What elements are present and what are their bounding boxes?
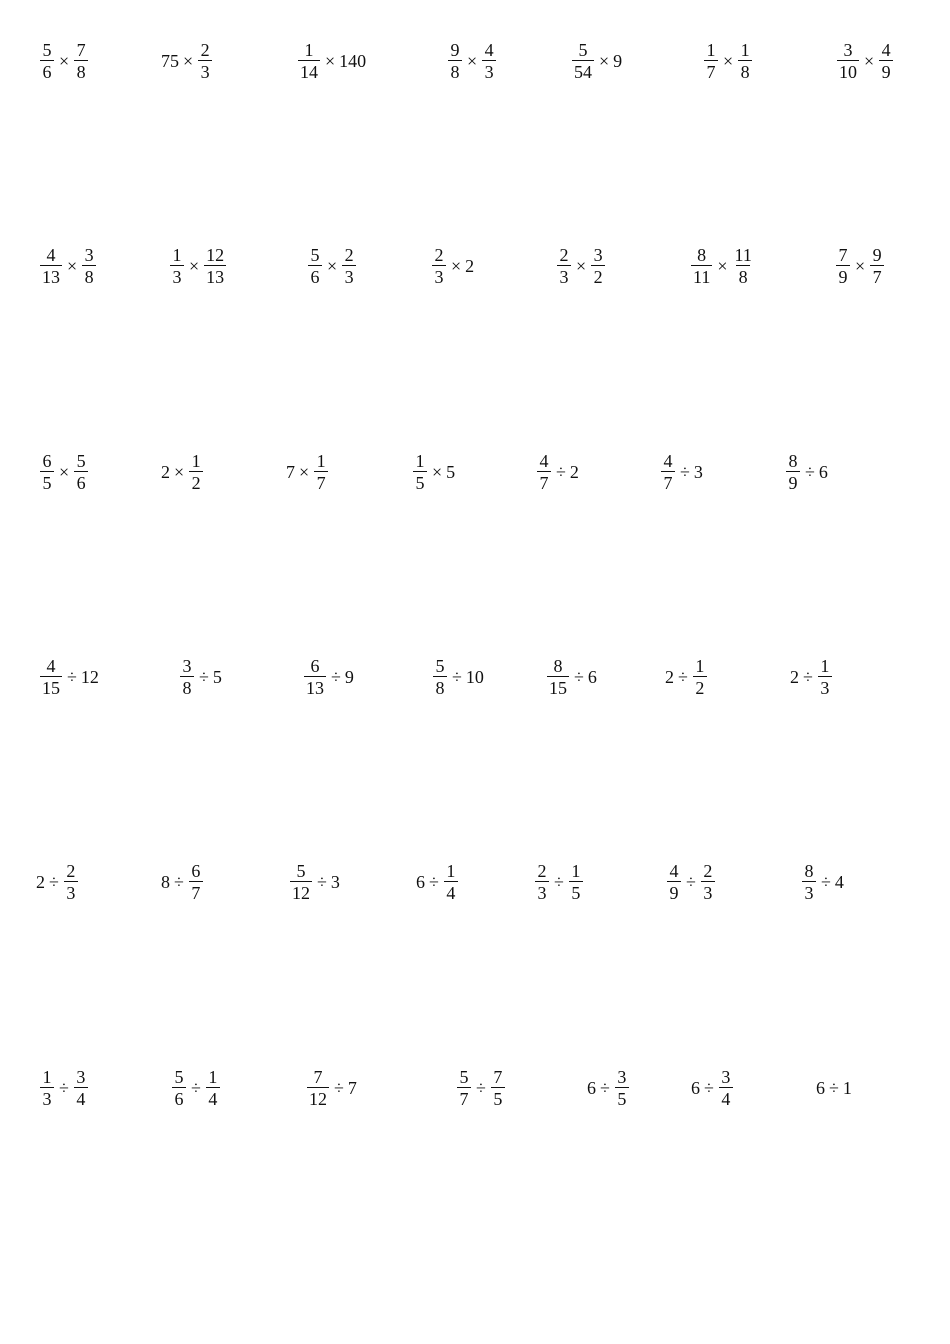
problem-4-6 [664, 657, 709, 697]
whole-number: 6 [587, 1078, 596, 1098]
fraction [572, 41, 594, 81]
denominator: 2 [189, 471, 203, 492]
denominator: 8 [433, 676, 447, 697]
fraction [691, 246, 712, 286]
fraction [172, 1068, 186, 1108]
denominator: 3 [170, 265, 184, 286]
problem-5-5 [533, 862, 585, 902]
problem-4-5 [545, 657, 598, 697]
divide-sign: ÷ [574, 667, 584, 687]
whole-number: 6 [416, 872, 425, 892]
problem-2-6 [689, 246, 756, 286]
problem-2-3 [306, 246, 358, 286]
numerator: 5 [296, 861, 306, 881]
numerator: 1 [304, 40, 314, 60]
numerator: 9 [872, 245, 882, 265]
numerator: 1 [191, 451, 201, 471]
whole-number: 5 [446, 462, 456, 482]
whole-number: 10 [465, 667, 484, 687]
fraction [308, 246, 322, 286]
fraction [818, 657, 832, 697]
numerator: 3 [721, 1067, 731, 1087]
fraction [444, 862, 458, 902]
denominator: 13 [42, 267, 60, 287]
times-sign: × [67, 256, 78, 276]
denominator: 6 [308, 265, 322, 286]
whole-number: 9 [613, 51, 623, 71]
fraction [40, 452, 54, 492]
fraction [432, 246, 446, 286]
whole-number: 6 [818, 462, 828, 482]
denominator: 9 [786, 471, 800, 492]
numerator: 5 [310, 245, 320, 265]
numerator: 1 [820, 656, 830, 676]
fraction [547, 657, 569, 697]
denominator: 3 [64, 881, 78, 902]
whole-number: 6 [691, 1078, 700, 1098]
fraction [661, 452, 675, 492]
whole-number: 7 [286, 462, 295, 482]
problem-1-1 [38, 41, 90, 81]
times-sign: × [183, 51, 194, 71]
problem-5-6 [665, 862, 717, 902]
whole-number: 140 [339, 51, 367, 71]
fraction [40, 1068, 54, 1108]
divide-sign: ÷ [686, 872, 696, 892]
times-sign: × [451, 256, 462, 276]
problem-6-3 [305, 1068, 358, 1108]
denominator: 54 [574, 62, 592, 82]
problem-3-7 [784, 452, 829, 492]
denominator: 7 [661, 471, 675, 492]
problem-5-3 [288, 862, 341, 902]
problem-6-6 [690, 1068, 735, 1108]
numerator: 9 [450, 40, 460, 60]
fraction [74, 1068, 88, 1108]
problem-2-1 [38, 246, 98, 286]
divide-sign: ÷ [199, 667, 209, 687]
divide-sign: ÷ [829, 1078, 839, 1098]
times-sign: × [299, 462, 310, 482]
times-sign: × [59, 462, 70, 482]
whole-number: 2 [161, 462, 170, 482]
denominator: 4 [719, 1087, 733, 1108]
fraction [701, 862, 715, 902]
numerator: 4 [539, 451, 549, 471]
problem-1-5 [570, 41, 623, 81]
fraction [40, 41, 54, 81]
problem-3-1 [38, 452, 90, 492]
fraction [64, 862, 78, 902]
divide-sign: ÷ [680, 462, 690, 482]
divide-sign: ÷ [59, 1078, 69, 1098]
fraction [482, 41, 496, 81]
denominator: 12 [292, 883, 310, 903]
problem-6-7 [815, 1079, 853, 1097]
numerator: 5 [174, 1067, 184, 1087]
divide-sign: ÷ [174, 872, 184, 892]
divide-sign: ÷ [191, 1078, 201, 1098]
whole-number: 1 [842, 1078, 852, 1098]
denominator: 7 [189, 881, 203, 902]
numerator: 3 [617, 1067, 627, 1087]
fraction [170, 246, 184, 286]
times-sign: × [855, 256, 866, 276]
numerator: 1 [316, 451, 326, 471]
fraction [342, 246, 356, 286]
divide-sign: ÷ [452, 667, 462, 687]
denominator: 4 [74, 1087, 88, 1108]
whole-number: 12 [80, 667, 99, 687]
problem-1-2 [160, 41, 214, 81]
numerator: 7 [313, 1067, 323, 1087]
denominator: 3 [802, 881, 816, 902]
fraction [557, 246, 571, 286]
numerator: 2 [344, 245, 354, 265]
fraction [180, 657, 194, 697]
fraction [837, 41, 859, 81]
divide-sign: ÷ [821, 872, 831, 892]
fraction [304, 657, 326, 697]
fraction [786, 452, 800, 492]
fraction [569, 862, 583, 902]
times-sign: × [174, 462, 185, 482]
numerator: 2 [703, 861, 713, 881]
problem-5-1 [35, 862, 80, 902]
times-sign: × [599, 51, 610, 71]
numerator: 5 [42, 40, 52, 60]
fraction [802, 862, 816, 902]
denominator: 13 [206, 267, 225, 287]
numerator: 2 [200, 40, 210, 60]
fraction [719, 1068, 733, 1108]
denominator: 13 [306, 678, 324, 698]
numerator: 3 [593, 245, 603, 265]
denominator: 2 [693, 676, 707, 697]
whole-number: 5 [212, 667, 222, 687]
problem-6-4 [455, 1068, 507, 1108]
numerator: 8 [697, 245, 707, 265]
divide-sign: ÷ [554, 872, 564, 892]
denominator: 3 [432, 265, 446, 286]
times-sign: × [467, 51, 478, 71]
denominator: 7 [314, 471, 328, 492]
fraction [74, 452, 88, 492]
problem-3-2 [160, 452, 205, 492]
numerator: 1 [208, 1067, 218, 1087]
problem-2-2 [168, 246, 228, 286]
numerator: 6 [310, 656, 320, 676]
divide-sign: ÷ [331, 667, 341, 687]
whole-number: 2 [465, 256, 475, 276]
whole-number: 2 [790, 667, 799, 687]
numerator: 2 [66, 861, 76, 881]
numerator: 4 [46, 245, 56, 265]
problem-5-7 [800, 862, 845, 902]
numerator: 8 [553, 656, 563, 676]
fraction [189, 452, 203, 492]
numerator: 4 [881, 40, 891, 60]
fraction [206, 1068, 220, 1108]
numerator: 2 [434, 245, 444, 265]
denominator: 8 [738, 60, 752, 81]
divide-sign: ÷ [805, 462, 815, 482]
problem-5-2 [160, 862, 205, 902]
fraction [667, 862, 681, 902]
numerator: 1 [415, 451, 425, 471]
denominator: 3 [557, 265, 571, 286]
problem-1-3 [296, 41, 367, 81]
numerator: 7 [76, 40, 86, 60]
denominator: 9 [667, 881, 681, 902]
fraction [74, 41, 88, 81]
divide-sign: ÷ [49, 872, 59, 892]
times-sign: × [327, 256, 338, 276]
denominator: 9 [836, 265, 850, 286]
denominator: 5 [569, 881, 583, 902]
numerator: 1 [42, 1067, 52, 1087]
divide-sign: ÷ [317, 872, 327, 892]
problem-5-4 [415, 862, 460, 902]
denominator: 2 [591, 265, 605, 286]
numerator: 5 [578, 40, 588, 60]
denominator: 8 [448, 60, 462, 81]
denominator: 9 [879, 60, 893, 81]
numerator: 4 [484, 40, 494, 60]
denominator: 7 [870, 265, 884, 286]
denominator: 8 [736, 265, 750, 286]
problem-6-2 [170, 1068, 222, 1108]
fraction [314, 452, 328, 492]
numerator: 7 [493, 1067, 503, 1087]
problem-6-5 [586, 1068, 631, 1108]
divide-sign: ÷ [67, 667, 77, 687]
divide-sign: ÷ [678, 667, 688, 687]
problem-4-7 [789, 657, 834, 697]
numerator: 11 [734, 245, 752, 265]
numerator: 2 [537, 861, 547, 881]
denominator: 5 [413, 471, 427, 492]
whole-number: 3 [693, 462, 703, 482]
fraction [204, 246, 226, 286]
fraction [40, 657, 62, 697]
divide-sign: ÷ [803, 667, 813, 687]
times-sign: × [723, 51, 734, 71]
problem-3-5 [535, 452, 580, 492]
numerator: 1 [571, 861, 581, 881]
fraction [448, 41, 462, 81]
denominator: 14 [300, 62, 318, 82]
numerator: 5 [435, 656, 445, 676]
denominator: 5 [615, 1087, 629, 1108]
fraction [433, 657, 447, 697]
numerator: 3 [843, 40, 853, 60]
times-sign: × [432, 462, 443, 482]
fraction [704, 41, 718, 81]
fraction [733, 246, 754, 286]
problem-2-7 [834, 246, 886, 286]
whole-number: 3 [330, 872, 340, 892]
whole-number: 4 [834, 872, 844, 892]
divide-sign: ÷ [600, 1078, 610, 1098]
numerator: 5 [459, 1067, 469, 1087]
denominator: 12 [309, 1089, 327, 1109]
numerator: 6 [42, 451, 52, 471]
denominator: 5 [40, 471, 54, 492]
denominator: 6 [172, 1087, 186, 1108]
problem-4-3 [302, 657, 355, 697]
numerator: 3 [182, 656, 192, 676]
problem-1-7 [835, 41, 895, 81]
denominator: 4 [206, 1087, 220, 1108]
fraction [189, 862, 203, 902]
divide-sign: ÷ [429, 872, 439, 892]
numerator: 3 [84, 245, 94, 265]
fraction [537, 452, 551, 492]
whole-number: 6 [587, 667, 597, 687]
denominator: 15 [42, 678, 60, 698]
problem-4-1 [38, 657, 100, 697]
fraction [491, 1068, 505, 1108]
denominator: 7 [457, 1087, 471, 1108]
fraction [879, 41, 893, 81]
whole-number: 7 [347, 1078, 357, 1098]
divide-sign: ÷ [334, 1078, 344, 1098]
problem-6-1 [38, 1068, 90, 1108]
numerator: 12 [206, 245, 225, 265]
problem-3-6 [659, 452, 704, 492]
denominator: 3 [818, 676, 832, 697]
fraction [40, 246, 62, 286]
denominator: 8 [74, 60, 88, 81]
times-sign: × [189, 256, 200, 276]
denominator: 8 [82, 265, 96, 286]
denominator: 8 [180, 676, 194, 697]
numerator: 4 [46, 656, 56, 676]
fraction [591, 246, 605, 286]
divide-sign: ÷ [556, 462, 566, 482]
whole-number: 9 [344, 667, 354, 687]
fraction [457, 1068, 471, 1108]
problem-3-3 [285, 452, 330, 492]
numerator: 8 [788, 451, 798, 471]
numerator: 1 [706, 40, 716, 60]
numerator: 1 [695, 656, 705, 676]
whole-number: 8 [161, 872, 170, 892]
denominator: 6 [40, 60, 54, 81]
denominator: 3 [701, 881, 715, 902]
denominator: 7 [704, 60, 718, 81]
denominator: 5 [491, 1087, 505, 1108]
whole-number: 2 [36, 872, 45, 892]
numerator: 1 [172, 245, 182, 265]
whole-number: 6 [816, 1078, 825, 1098]
denominator: 15 [549, 678, 567, 698]
denominator: 3 [342, 265, 356, 286]
times-sign: × [864, 51, 875, 71]
denominator: 3 [198, 60, 212, 81]
fraction [535, 862, 549, 902]
whole-number: 2 [569, 462, 579, 482]
fraction [198, 41, 212, 81]
whole-number: 75 [161, 51, 179, 71]
denominator: 3 [40, 1087, 54, 1108]
numerator: 1 [446, 861, 456, 881]
times-sign: × [325, 51, 336, 71]
denominator: 7 [537, 471, 551, 492]
times-sign: × [576, 256, 587, 276]
numerator: 6 [191, 861, 201, 881]
fraction [836, 246, 850, 286]
numerator: 4 [669, 861, 679, 881]
fraction [693, 657, 707, 697]
fraction [307, 1068, 329, 1108]
times-sign: × [59, 51, 70, 71]
numerator: 1 [740, 40, 750, 60]
denominator: 11 [693, 267, 711, 287]
fraction [615, 1068, 629, 1108]
fraction [870, 246, 884, 286]
numerator: 8 [804, 861, 814, 881]
divide-sign: ÷ [476, 1078, 486, 1098]
problem-3-4 [411, 452, 456, 492]
problem-2-4 [430, 246, 475, 286]
numerator: 3 [76, 1067, 86, 1087]
problem-1-4 [446, 41, 498, 81]
problem-2-5 [555, 246, 607, 286]
numerator: 5 [76, 451, 86, 471]
fraction [82, 246, 96, 286]
problem-4-2 [178, 657, 223, 697]
fraction [298, 41, 320, 81]
fraction [290, 862, 312, 902]
problem-1-6 [702, 41, 754, 81]
denominator: 6 [74, 471, 88, 492]
numerator: 4 [663, 451, 673, 471]
denominator: 10 [839, 62, 857, 82]
divide-sign: ÷ [704, 1078, 714, 1098]
numerator: 7 [838, 245, 848, 265]
times-sign: × [717, 256, 728, 276]
whole-number: 2 [665, 667, 674, 687]
fraction [413, 452, 427, 492]
numerator: 2 [559, 245, 569, 265]
denominator: 4 [444, 881, 458, 902]
fraction [738, 41, 752, 81]
denominator: 3 [482, 60, 496, 81]
problem-4-4 [431, 657, 485, 697]
denominator: 3 [535, 881, 549, 902]
